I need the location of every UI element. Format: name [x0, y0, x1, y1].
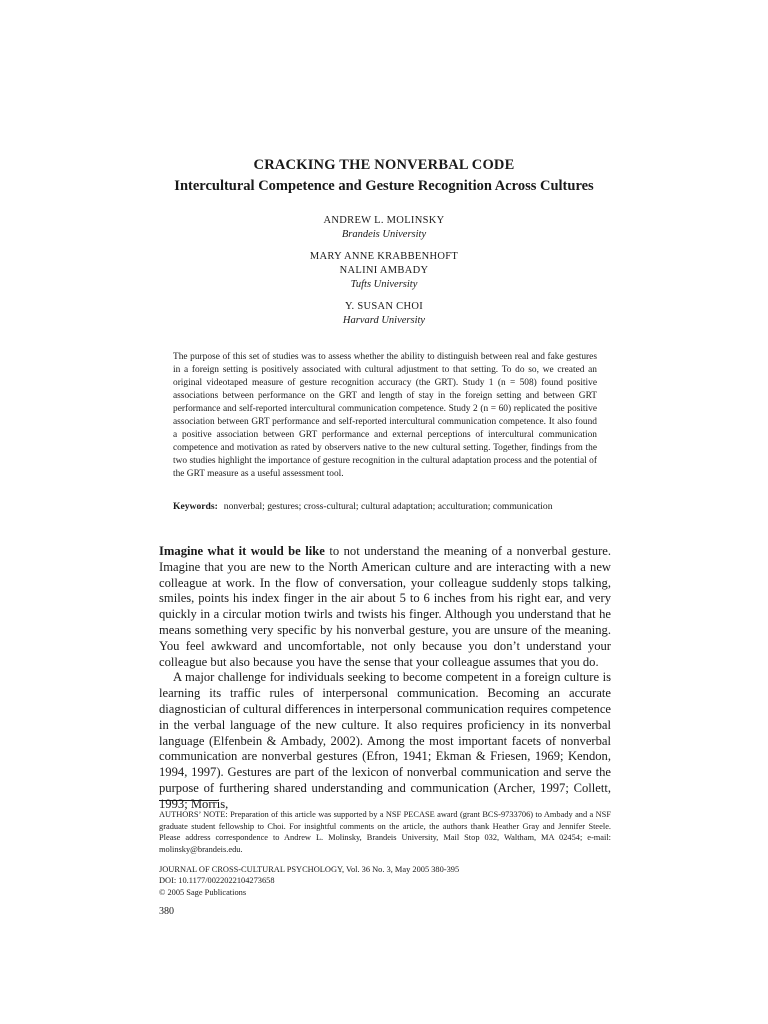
- paragraph-text: to not understand the meaning of a nonverbal gesture. Imagine that you are new to the North American culture and are interacting with a new colleague at work. In the flow of conversation, your colleague suddenly stops talking, smiles, points his index finger in the air about 5 to 6 inches from his right ear, and very quickly in a circular motion twirls and twists his finger. Although you understand that he means something very specific by his nonverbal gesture, you are unsure of the meaning. You feel awkward and uncomfortable, not only because you don’t understand your colleague but also because you have the sense that your colleague assumes that you do.: [159, 544, 612, 669]
- body-text: [159, 544, 611, 813]
- lead-in: Imagine what it would be like: [159, 544, 325, 558]
- keywords: [173, 500, 597, 513]
- author-affiliation: Brandeis University: [341, 229, 427, 240]
- article-title: CRACKING THE NONVERBAL CODE: [253, 157, 515, 173]
- body-paragraph: [159, 544, 611, 670]
- author-name: ANDREW L. MOLINSKY: [323, 215, 445, 226]
- footnote-divider: [159, 800, 219, 801]
- keywords-text: nonverbal; gestures; cross-cultural; cultural adaptation; acculturation; communication: [223, 501, 553, 512]
- abstract: The purpose of this set of studies was to assess whether the ability to distinguish between real and fake gestures in a foreign setting is positively associated with cultural adjustment to that setting. To do so, we created an original videotaped measure of gesture recognition accuracy (the GRT). Study 1 (n = 508) found positive associations between performance on the GRT and length of stay in the foreign setting and between GRT performance and self-reported intercultural communication competence. Study 2 (n = 60) replicated the positive association between GRT performance and self-reported intercultural communication competence. It also found a positive association between GRT performance and external perceptions of intercultural communication competence and motivation as rated by observers native to the new cultural setting. Together, findings from the two studies highlight the importance of gesture recognition in the cultural adaptation process and the potential of the GRT measure as a useful assessment tool.: [173, 352, 597, 479]
- journal-copyright: © 2005 Sage Publications: [159, 887, 247, 897]
- journal-doi: DOI: 10.1177/0022022104273658: [159, 876, 275, 886]
- authors-note: AUTHORS’ NOTE: Preparation of this article was supported by a NSF PECASE award (grant BCS-9733706) to Ambady and a NSF graduate student fellowship to Choi. For insightful comments on the article, the authors thank Heather Gray and Jennifer Steele. Please address correspondence to Andrew L. Molinsky, Brandeis University, Mail Stop 032, Waltham, MA 02454; e-mail: molinsky@brandeis.edu.: [159, 810, 611, 854]
- keywords-label: Keywords:: [173, 501, 218, 512]
- author-name: MARY ANNE KRABBENHOFT: [309, 251, 459, 262]
- body-paragraph: A major challenge for individuals seeking to become competent in a foreign culture is learning its traffic rules of interpersonal communication. Becoming an accurate diagnostician of cultural differences in interpersonal communication requires competence in the verbal language of the new culture. It also requires proficiency in its nonverbal language (Elfenbein & Ambady, 2002). Among the most important facets of nonverbal communication are nonverbal gestures (Efron, 1941; Ekman & Friesen, 1969; Kendon, 1994, 1997). Gestures are part of the lexicon of nonverbal communication and serve the purpose of furthering shared understanding and communication (Archer, 1997; Collett, 1993; Morris,: [159, 670, 611, 811]
- author-block: [0, 214, 768, 328]
- journal-info: [159, 864, 611, 898]
- author-name: Y. SUSAN CHOI: [344, 301, 424, 312]
- author-name: NALINI AMBADY: [339, 265, 429, 276]
- page-number: 380: [159, 906, 174, 917]
- author-affiliation: Harvard University: [342, 315, 426, 326]
- journal-citation: JOURNAL OF CROSS-CULTURAL PSYCHOLOGY, Vol. 36 No. 3, May 2005 380-395: [159, 865, 460, 874]
- article-subtitle: Intercultural Competence and Gesture Recognition Across Cultures: [174, 178, 594, 194]
- author-affiliation: Tufts University: [350, 279, 418, 290]
